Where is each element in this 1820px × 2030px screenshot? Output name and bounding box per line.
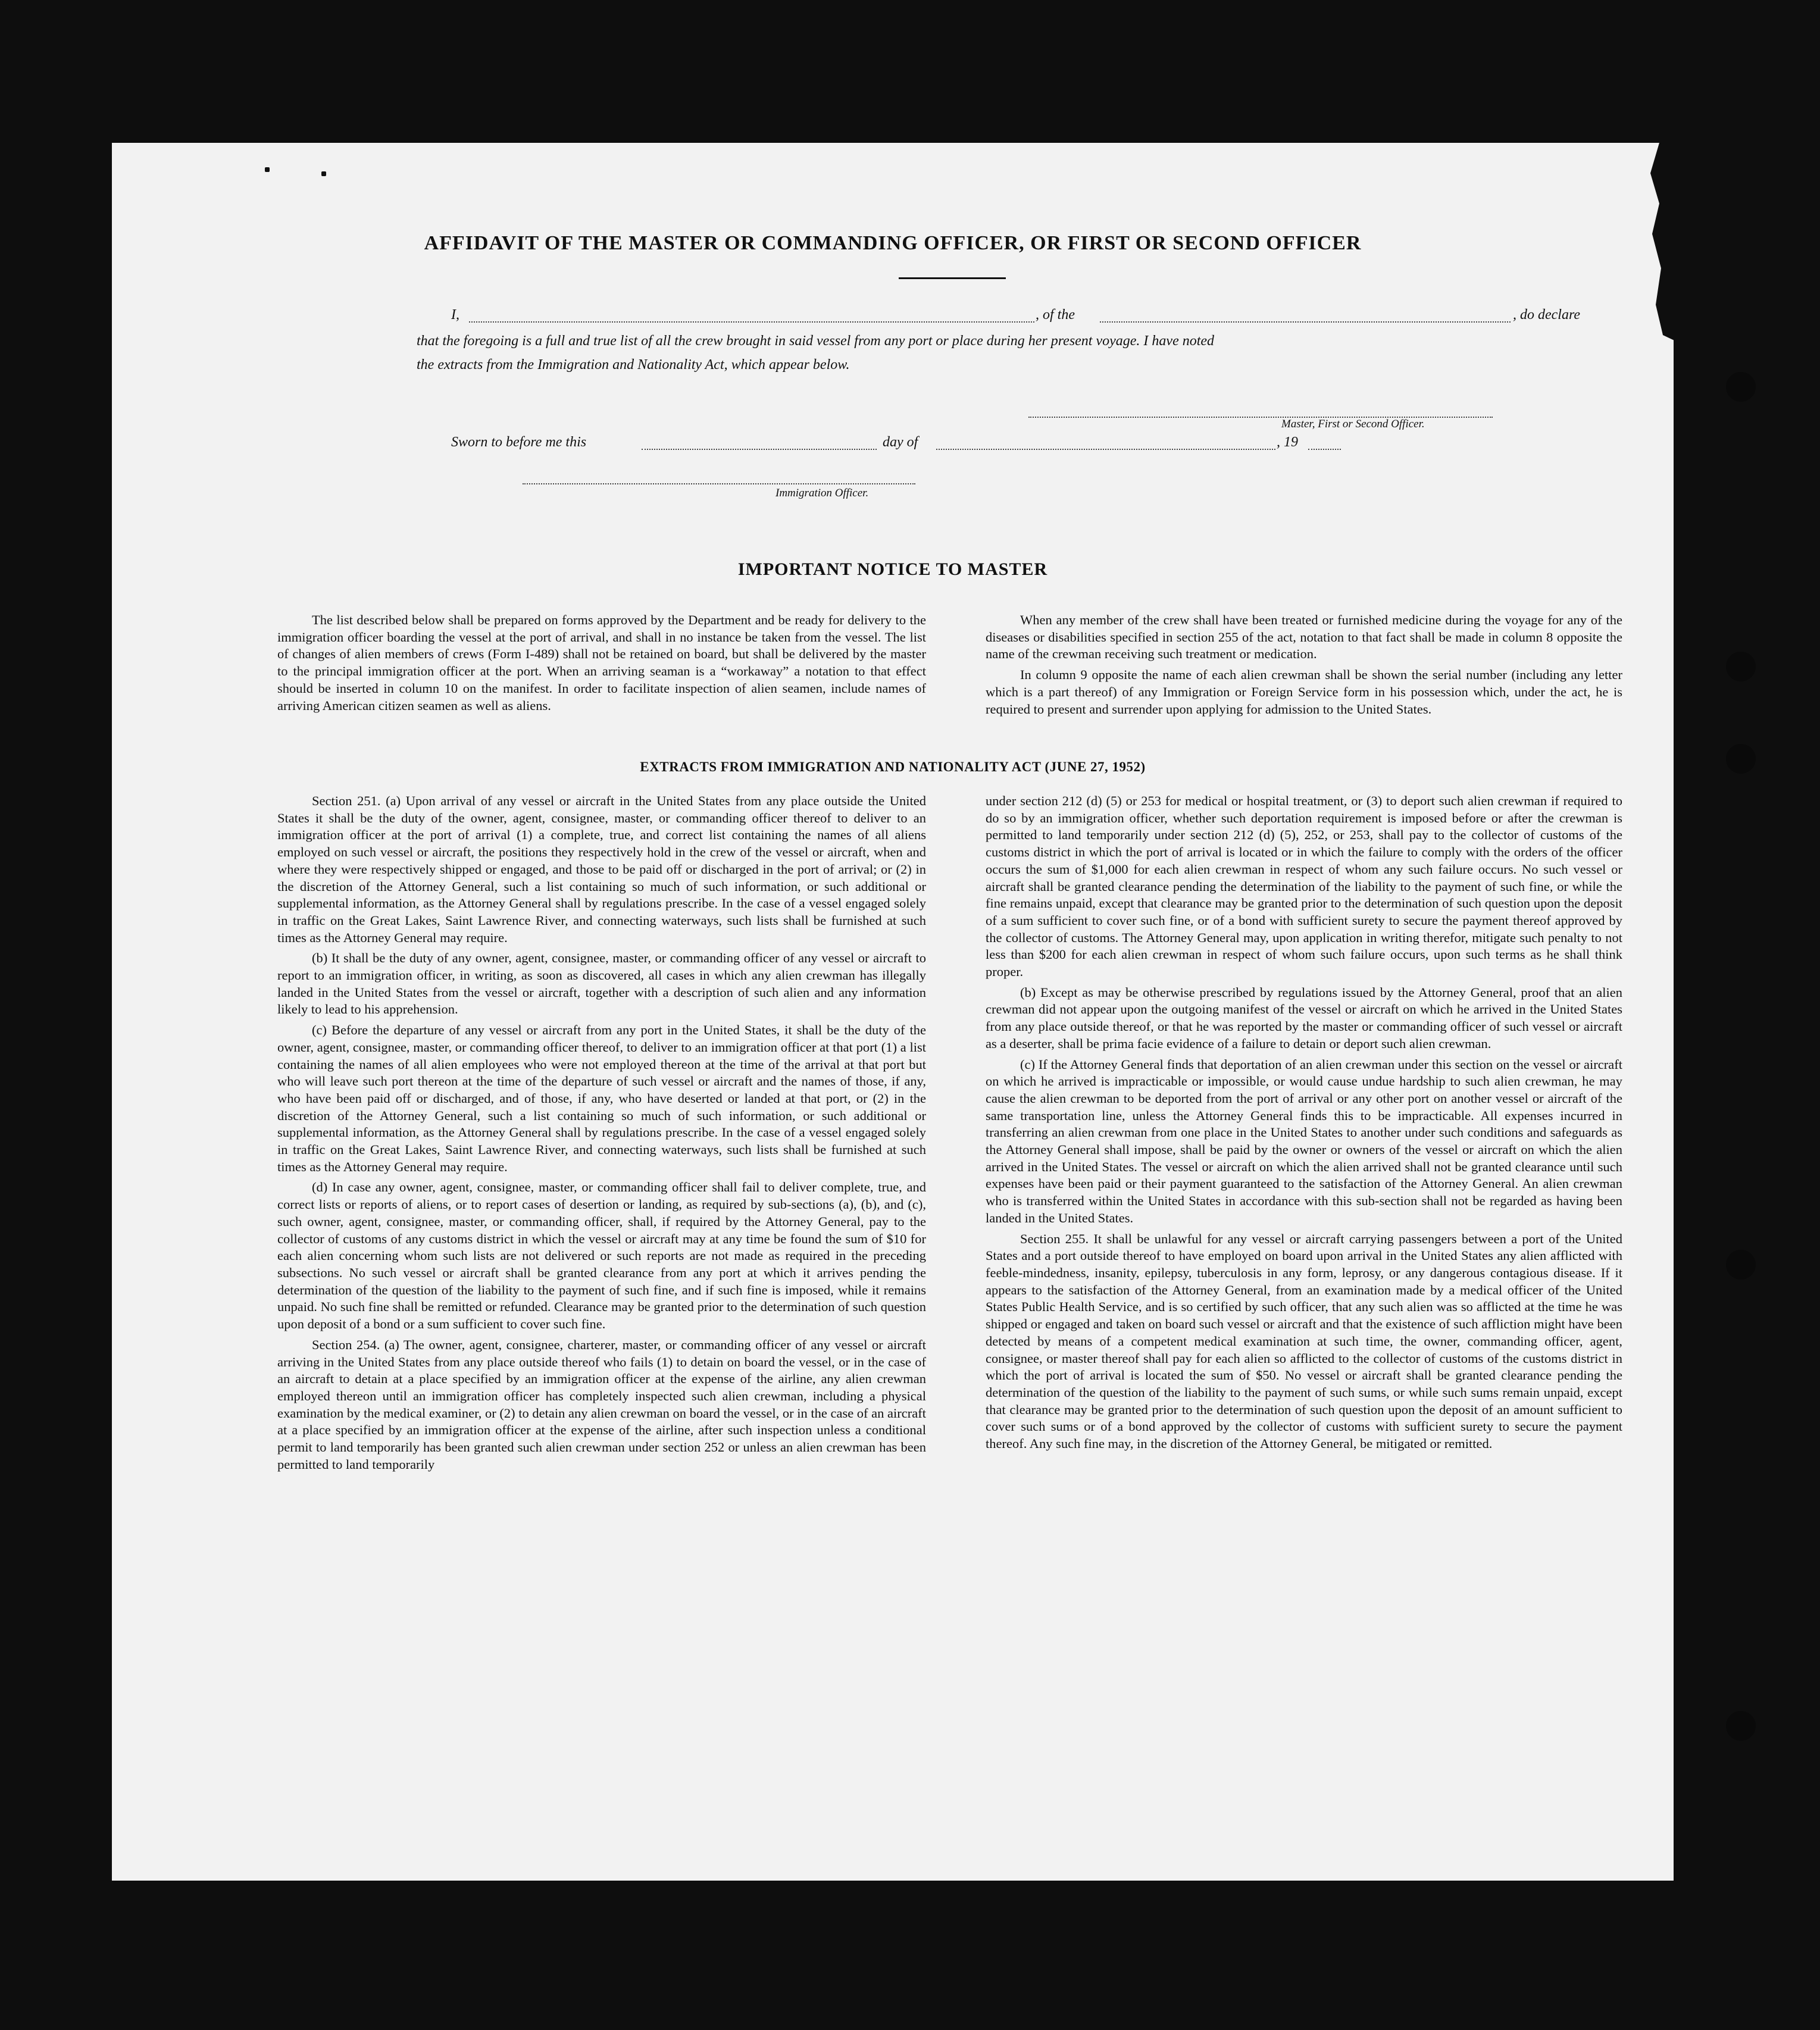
name-blank[interactable]: [469, 320, 1034, 323]
punch-hole: [1726, 1250, 1756, 1280]
decl-line-3: the extracts from the Immigration and Nationality Act, which appear below.: [417, 357, 850, 373]
section-251-c: (c) Before the departure of any vessel or aircraft from any port in the United States, it shall be the duty of the owner, agent, consignee, master, or commanding officer thereof, to deliver to an immigration officer at that port (1) a list containing the names of all alien employees who were not employed thereon at the time of the arrival at that port but who will leave such port thereon at the time of the departure of such vessel or aircraft and the names of those, if any, who have been paid off or discharged, and of those, if any, who have deserted or landed at that port, or (2) in the discretion of the Attorney General, such a list containing so much of such information, or such additional or supplemental information, as the Attorney General shall by regulations prescribe. In the case of a vessel engaged solely in traffic on the Great Lakes, Saint Lawrence River, and connecting waterways, such lists shall be furnished at such times as the Attorney General may require.: [277, 1022, 926, 1174]
section-251-d: (d) In case any owner, agent, consignee, master, or commanding officer shall fail to deliver complete, true, and correct lists or reports of aliens, or to report cases of desertion or landing, as required by sub-sections (a), (b), and (c), such owner, agent, consignee, master, or commanding officer, shall, if required by the Attorney General, pay to the collector of customs of any customs district in which the vessel or aircraft may at any time be found the sum of $10 for each alien concerning whom such lists are not delivered or such reports are not made as required in the preceding subsections. No such vessel or aircraft shall be granted clearance from any port at which it arrives pending the determination of the question of the liability to the payment of such fine, and if such fine is imposed, while it remains unpaid. No such fine shall be remitted or refunded. Clearance may be granted prior to the determination of such question upon deposit of a bond or a sum sufficient to cover such fine.: [277, 1180, 926, 1332]
title-rule: [899, 277, 1006, 279]
vessel-blank[interactable]: [1100, 320, 1511, 323]
notice-title: IMPORTANT NOTICE TO MASTER: [737, 559, 1048, 579]
decl-of-the: , of the: [1036, 307, 1075, 323]
punch-hole: [1726, 372, 1756, 402]
sworn-text: Sworn to before me this: [451, 434, 587, 450]
punch-hole: [1726, 744, 1756, 774]
scan-speck: [321, 171, 326, 176]
punch-hole: [1726, 652, 1756, 681]
section-254-a: Section 254. (a) The owner, agent, consignee, charterer, master, or commanding officer of any vessel or aircraft arriving in the United States from any place outside thereof who fails (1) to detain on board the vessel, or in the case of an aircraft to detain at a place specified by an immigration officer at the expense of the airline, any alien crewman employed thereon until an immigration officer has completely inspected such alien crewman, including a physical examination by the medical examiner, or (2) to detain any alien crewman on board the vessel, or in the case of an aircraft at a place specified by an immigration officer at the expense of the airline, after such inspection unless a conditional permit to land temporarily has been granted such alien crewman under section 252 or unless an alien crewman has been permitted to land temporarily: [277, 1337, 926, 1472]
notice-right-paragraph: In column 9 opposite the name of each alien crewman shall be shown the serial number (including any letter which is a part thereof) of any Immigration or Foreign Service form in his possession which, under the act, he is required to present and surrender upon applying for admission to the United States.: [986, 667, 1622, 717]
section-254-c: (c) If the Attorney General finds that deportation of an alien crewman under this section on the vessel or aircraft on which he arrived is impracticable or impossible, or would cause undue hardship to such alien crewman, he may cause the alien crewman to be deported from the port of arrival or any other port on another vessel or aircraft of the same transportation line, unless the Attorney General finds this to be impracticable. All expenses incurred in transferring an alien crewman from one place in the United States to another under such conditions and safeguards as the Attorney General shall impose, shall be paid by the owner or owners of the vessel or aircraft on which the alien arrived in the United States. The vessel or aircraft on which the alien arrived shall not be granted clearance until such expenses have been paid or their payment guaranteed to the satisfaction of the Attorney General. An alien crewman who is transferred within the United States in accordance with this sub-section shall not be regarded as having been landed in the United States.: [986, 1056, 1622, 1225]
notice-right-paragraph: When any member of the crew shall have been treated or furnished medicine during the voyage for any of the diseases or disabilities specified in section 255 of the act, notation to that fact shall be made in column 8 opposite the name of the crewman receiving such treatment or medication.: [986, 612, 1622, 662]
day-of-text: day of: [883, 434, 918, 450]
scan-speck: [265, 167, 270, 172]
notice-left-paragraph: The list described below shall be prepared on forms approved by the Department and be ready for delivery to the immigration officer boarding the vessel at the port of arrival, and shall in no instance be taken from the vessel. The list of changes of alien members of crews (Form I-489) shall not be retained on board, but shall be delivered by the master to the principal immigration officer at the port. When an arriving seaman is a “workaway” a notation to that effect should be inserted in column 10 on the manifest. In order to facilitate inspection of alien seamen, include names of arriving American citizen seamen as well as aliens.: [277, 612, 926, 713]
punch-hole: [1726, 1711, 1756, 1741]
sworn-year-blank[interactable]: [1308, 448, 1341, 450]
section-254-b: (b) Except as may be otherwise prescribed by regulations issued by the Attorney General, proof that an alien crewman did not appear upon the outgoing manifest of the vessel or aircraft on which he arrived in the United States from any place outside thereof, or that he was reported by the master or commanding officer of such vessel or aircraft as a deserter, shall be prima facie evidence of a failure to detain or deport such alien crewman.: [986, 984, 1622, 1051]
decl-line-2: that the foregoing is a full and true list of all the crew brought in said vessel from any port or place during her present voyage. I have noted: [417, 333, 1215, 349]
section-255: Section 255. It shall be unlawful for any vessel or aircraft carrying passengers between a port of the United States and a port outside thereof to have employed on board upon arrival in the United States any alien afflicted with feeble-mindedness, insanity, epilepsy, tuberculosis in any form, leprosy, or any dangerous contagious disease. If it appears to the satisfaction of the Attorney General, from an examination made by a medical officer of the United States Public Health Service, and is so certified by such officer, that any such alien was so afflicted at the time he was shipped or engaged and taken on board such vessel or aircraft and that the existence of such affliction might have been detected by means of a competent medical examination at such time, the owner, commanding officer, agent, consignee, or master thereof shall pay for each alien so afflicted to the collector of customs of the customs district in which the port of arrival is located the sum of $50. No vessel or aircraft shall be granted clearance pending the determination of the question of the liability to the payment of such sums, or while such sums remain unpaid, except that clearance may be granted prior to the determination of such question upon the deposit of an amount sufficient to cover such sums or of a bond approved by the collector of customs with sufficient surety to secure the payment thereof. Any such fine may, in the discretion of the Attorney General, be mitigated or remitted.: [986, 1231, 1622, 1452]
sworn-month-blank[interactable]: [936, 448, 1275, 450]
extracts-left-column: [277, 793, 926, 1473]
document-page: [112, 143, 1674, 1881]
section-254-a-continued: under section 212 (d) (5) or 253 for medical or hospital treatment, or (3) to deport such alien crewman if required to do so by an immigration officer, whether such deportation requirement is imposed before or after the crewman is permitted to land temporarily under section 212 (d) (5), 252, or 253, shall pay to the collector of customs of the customs district in which the port of arrival is located or in which the failure to comply with the orders of the officer occurs the sum of $1,000 for each alien crewman in respect of whom any such failure occurs. No such vessel or aircraft shall be granted clearance pending the determination of the liability to the payment of such fine, or while the fine remains unpaid, except that clearance may be granted prior to the determination of such question upon the deposit of a sum sufficient to cover such fine, or of a bond with sufficient surety to secure the payment thereof approved by the collector of customs. The Attorney General may, upon application in writing therefor, mitigate such penalty to not less than $200 for each alien crewman in respect of whom such failure occurs, upon such terms as he shall think proper.: [986, 793, 1622, 980]
officer-signature-line[interactable]: [523, 482, 915, 484]
notice-right-column: [986, 612, 1622, 718]
notice-left-column: [277, 612, 926, 714]
decl-do-declare: , do declare: [1513, 307, 1581, 323]
extracts-right-column: [986, 793, 1622, 1453]
extracts-title: EXTRACTS FROM IMMIGRATION AND NATIONALITY ACT (JUNE 27, 1952): [640, 759, 1146, 774]
section-251-b: (b) It shall be the duty of any owner, agent, consignee, master, or commanding officer of any vessel or aircraft to report to an immigration officer, in writing, as soon as discovered, all cases in which any alien crewman has illegally landed in the United States from the vessel or aircraft, together with a description of such alien and any information likely to lead to his apprehension.: [277, 950, 926, 1017]
officer-caption: Immigration Officer.: [775, 487, 869, 499]
decl-i: I,: [451, 307, 459, 323]
master-caption: Master, First or Second Officer.: [1281, 418, 1425, 430]
sworn-day-blank[interactable]: [642, 448, 877, 450]
affidavit-title: AFFIDAVIT OF THE MASTER OR COMMANDING OFFICER, OR FIRST OR SECOND OFFICER: [424, 232, 1362, 254]
year-prefix: , 19: [1277, 434, 1298, 450]
section-251-a: Section 251. (a) Upon arrival of any vessel or aircraft in the United States from any place outside the United States it shall be the duty of the owner, agent, consignee, master, or commanding officer thereof to deliver to an immigration officer at the port of arrival (1) a complete, true, and correct list containing the names of all aliens employed on such vessel or aircraft, the positions they respectively hold in the crew of the vessel or aircraft, when and where they were respectively shipped or engaged, and those to be paid off or discharged in the port of arrival; or (2) in the discretion of the Attorney General, such a list containing so much of such information, or such additional or supplemental information, as the Attorney General shall by regulations prescribe. In the case of a vessel engaged solely in traffic on the Great Lakes, Saint Lawrence River, and connecting waterways, such lists shall be furnished at such times as the Attorney General may require.: [277, 793, 926, 945]
